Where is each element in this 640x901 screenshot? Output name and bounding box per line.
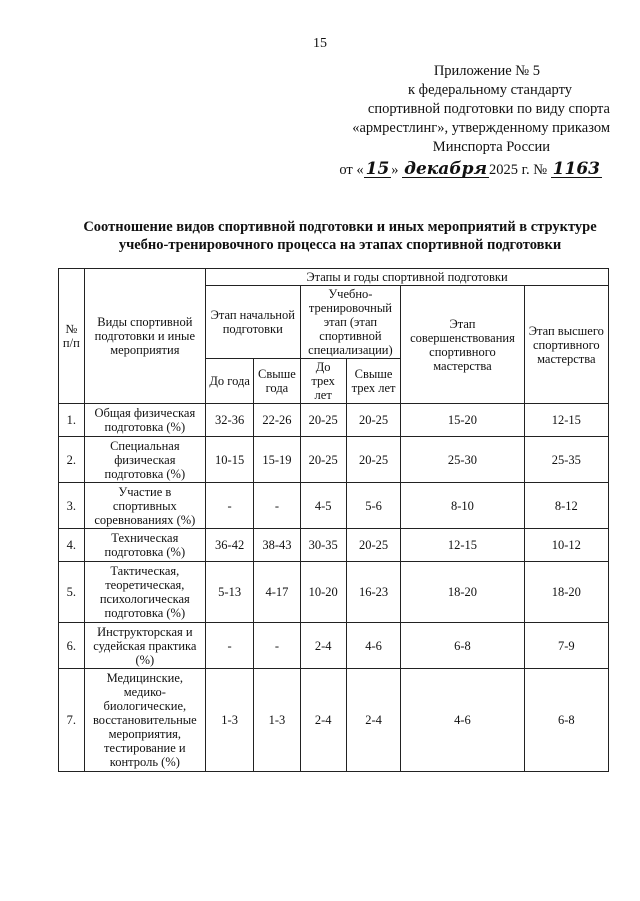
cell-value: 1-3 [205,669,253,772]
cell-value: 32-36 [205,404,253,437]
cell-value: 18-20 [401,562,524,623]
annex-block [310,62,610,180]
title-line-1: Соотношение видов спортивной подготовки и иных мероприятий в структуре [83,219,597,235]
date-month-handwritten: декабря [404,159,488,179]
annex-line-5: Минспорта России [432,139,550,155]
training-ratio-table [58,268,609,772]
row-number: 5. [59,562,85,623]
row-kind: Общая физическая подготовка (%) [84,404,205,437]
row-number: 7. [59,669,85,772]
cell-value: 10-20 [300,562,346,623]
date-day-handwritten: 15 [365,159,390,179]
cell-value: 12-15 [524,404,608,437]
cell-value: 8-10 [401,483,524,529]
table-row [59,404,609,437]
document-title [60,218,620,254]
cell-value: - [254,623,300,669]
date-mid: » [391,162,399,178]
cell-value: 8-12 [524,483,608,529]
row-number: 2. [59,437,85,483]
table-row [59,483,609,529]
header-stages: Этапы и годы спортивной подготовки [205,269,608,286]
cell-value: - [205,623,253,669]
page-number: 15 [313,36,327,51]
header-num: № п/п [59,269,85,404]
row-number: 3. [59,483,85,529]
annex-line-3: спортивной подготовки по виду спорта [367,101,610,117]
cell-value: 20-25 [346,404,400,437]
cell-value: 4-17 [254,562,300,623]
cell-value: 20-25 [300,437,346,483]
header-stage-improvement: Этап совершенствования спортивного мастерства [401,286,524,404]
annex-line-4: «армрестлинг», утвержденному приказом [352,120,610,136]
cell-value: 5-6 [346,483,400,529]
row-kind: Техническая подготовка (%) [84,529,205,562]
cell-value: 6-8 [401,623,524,669]
cell-value: 12-15 [401,529,524,562]
table-row [59,562,609,623]
sub-header-1: До года [205,359,253,404]
row-kind: Специальная физическая подготовка (%) [84,437,205,483]
date-year: 2025 г. № [489,162,548,178]
cell-value: 15-20 [401,404,524,437]
cell-value: 4-5 [300,483,346,529]
row-number: 6. [59,623,85,669]
sub-header-2: Свыше года [254,359,300,404]
cell-value: 4-6 [401,669,524,772]
row-kind: Участие в спортивных соревнованиях (%) [84,483,205,529]
order-number-handwritten: 1163 [552,159,600,179]
header-stage-higher: Этап высшего спортивного мастерства [524,286,608,404]
table-row [59,437,609,483]
row-number: 4. [59,529,85,562]
cell-value: 7-9 [524,623,608,669]
header-stage-training: Учебно-тренировочный этап (этап спортивной специализации) [300,286,401,359]
annex-line-2: к федеральному стандарту [408,82,572,98]
cell-value: 36-42 [205,529,253,562]
cell-value: 6-8 [524,669,608,772]
cell-value: 2-4 [300,669,346,772]
table-row [59,623,609,669]
header-kind: Виды спортивной подготовки и иные мероприятия [84,269,205,404]
cell-value: 20-25 [300,404,346,437]
cell-value: - [254,483,300,529]
sub-header-3: До трех лет [300,359,346,404]
header-row-1 [59,269,609,286]
cell-value: 18-20 [524,562,608,623]
cell-value: 1-3 [254,669,300,772]
cell-value: 25-35 [524,437,608,483]
table-row [59,669,609,772]
row-number: 1. [59,404,85,437]
cell-value: 25-30 [401,437,524,483]
row-kind: Тактическая, теоретическая, психологическая подготовка (%) [84,562,205,623]
cell-value: 2-4 [300,623,346,669]
title-line-2: учебно-тренировочного процесса на этапах спортивной подготовки [118,237,562,253]
table-row [59,529,609,562]
cell-value: 5-13 [205,562,253,623]
cell-value: 2-4 [346,669,400,772]
cell-value: 30-35 [300,529,346,562]
row-kind: Инструкторская и судейская практика (%) [84,623,205,669]
annex-date-line [310,161,610,180]
cell-value: 16-23 [346,562,400,623]
cell-value: 38-43 [254,529,300,562]
date-prefix: от « [339,162,364,178]
header-stage-initial: Этап начальной подготовки [205,286,300,359]
cell-value: 15-19 [254,437,300,483]
sub-header-4: Свыше трех лет [346,359,400,404]
row-kind: Медицинские, медико-биологические, восстановительные мероприятия, тестирование и контроль (%) [84,669,205,772]
cell-value: 10-12 [524,529,608,562]
cell-value: 10-15 [205,437,253,483]
cell-value: 20-25 [346,529,400,562]
cell-value: - [205,483,253,529]
annex-line-1: Приложение № 5 [433,63,540,79]
cell-value: 4-6 [346,623,400,669]
cell-value: 22-26 [254,404,300,437]
cell-value: 20-25 [346,437,400,483]
